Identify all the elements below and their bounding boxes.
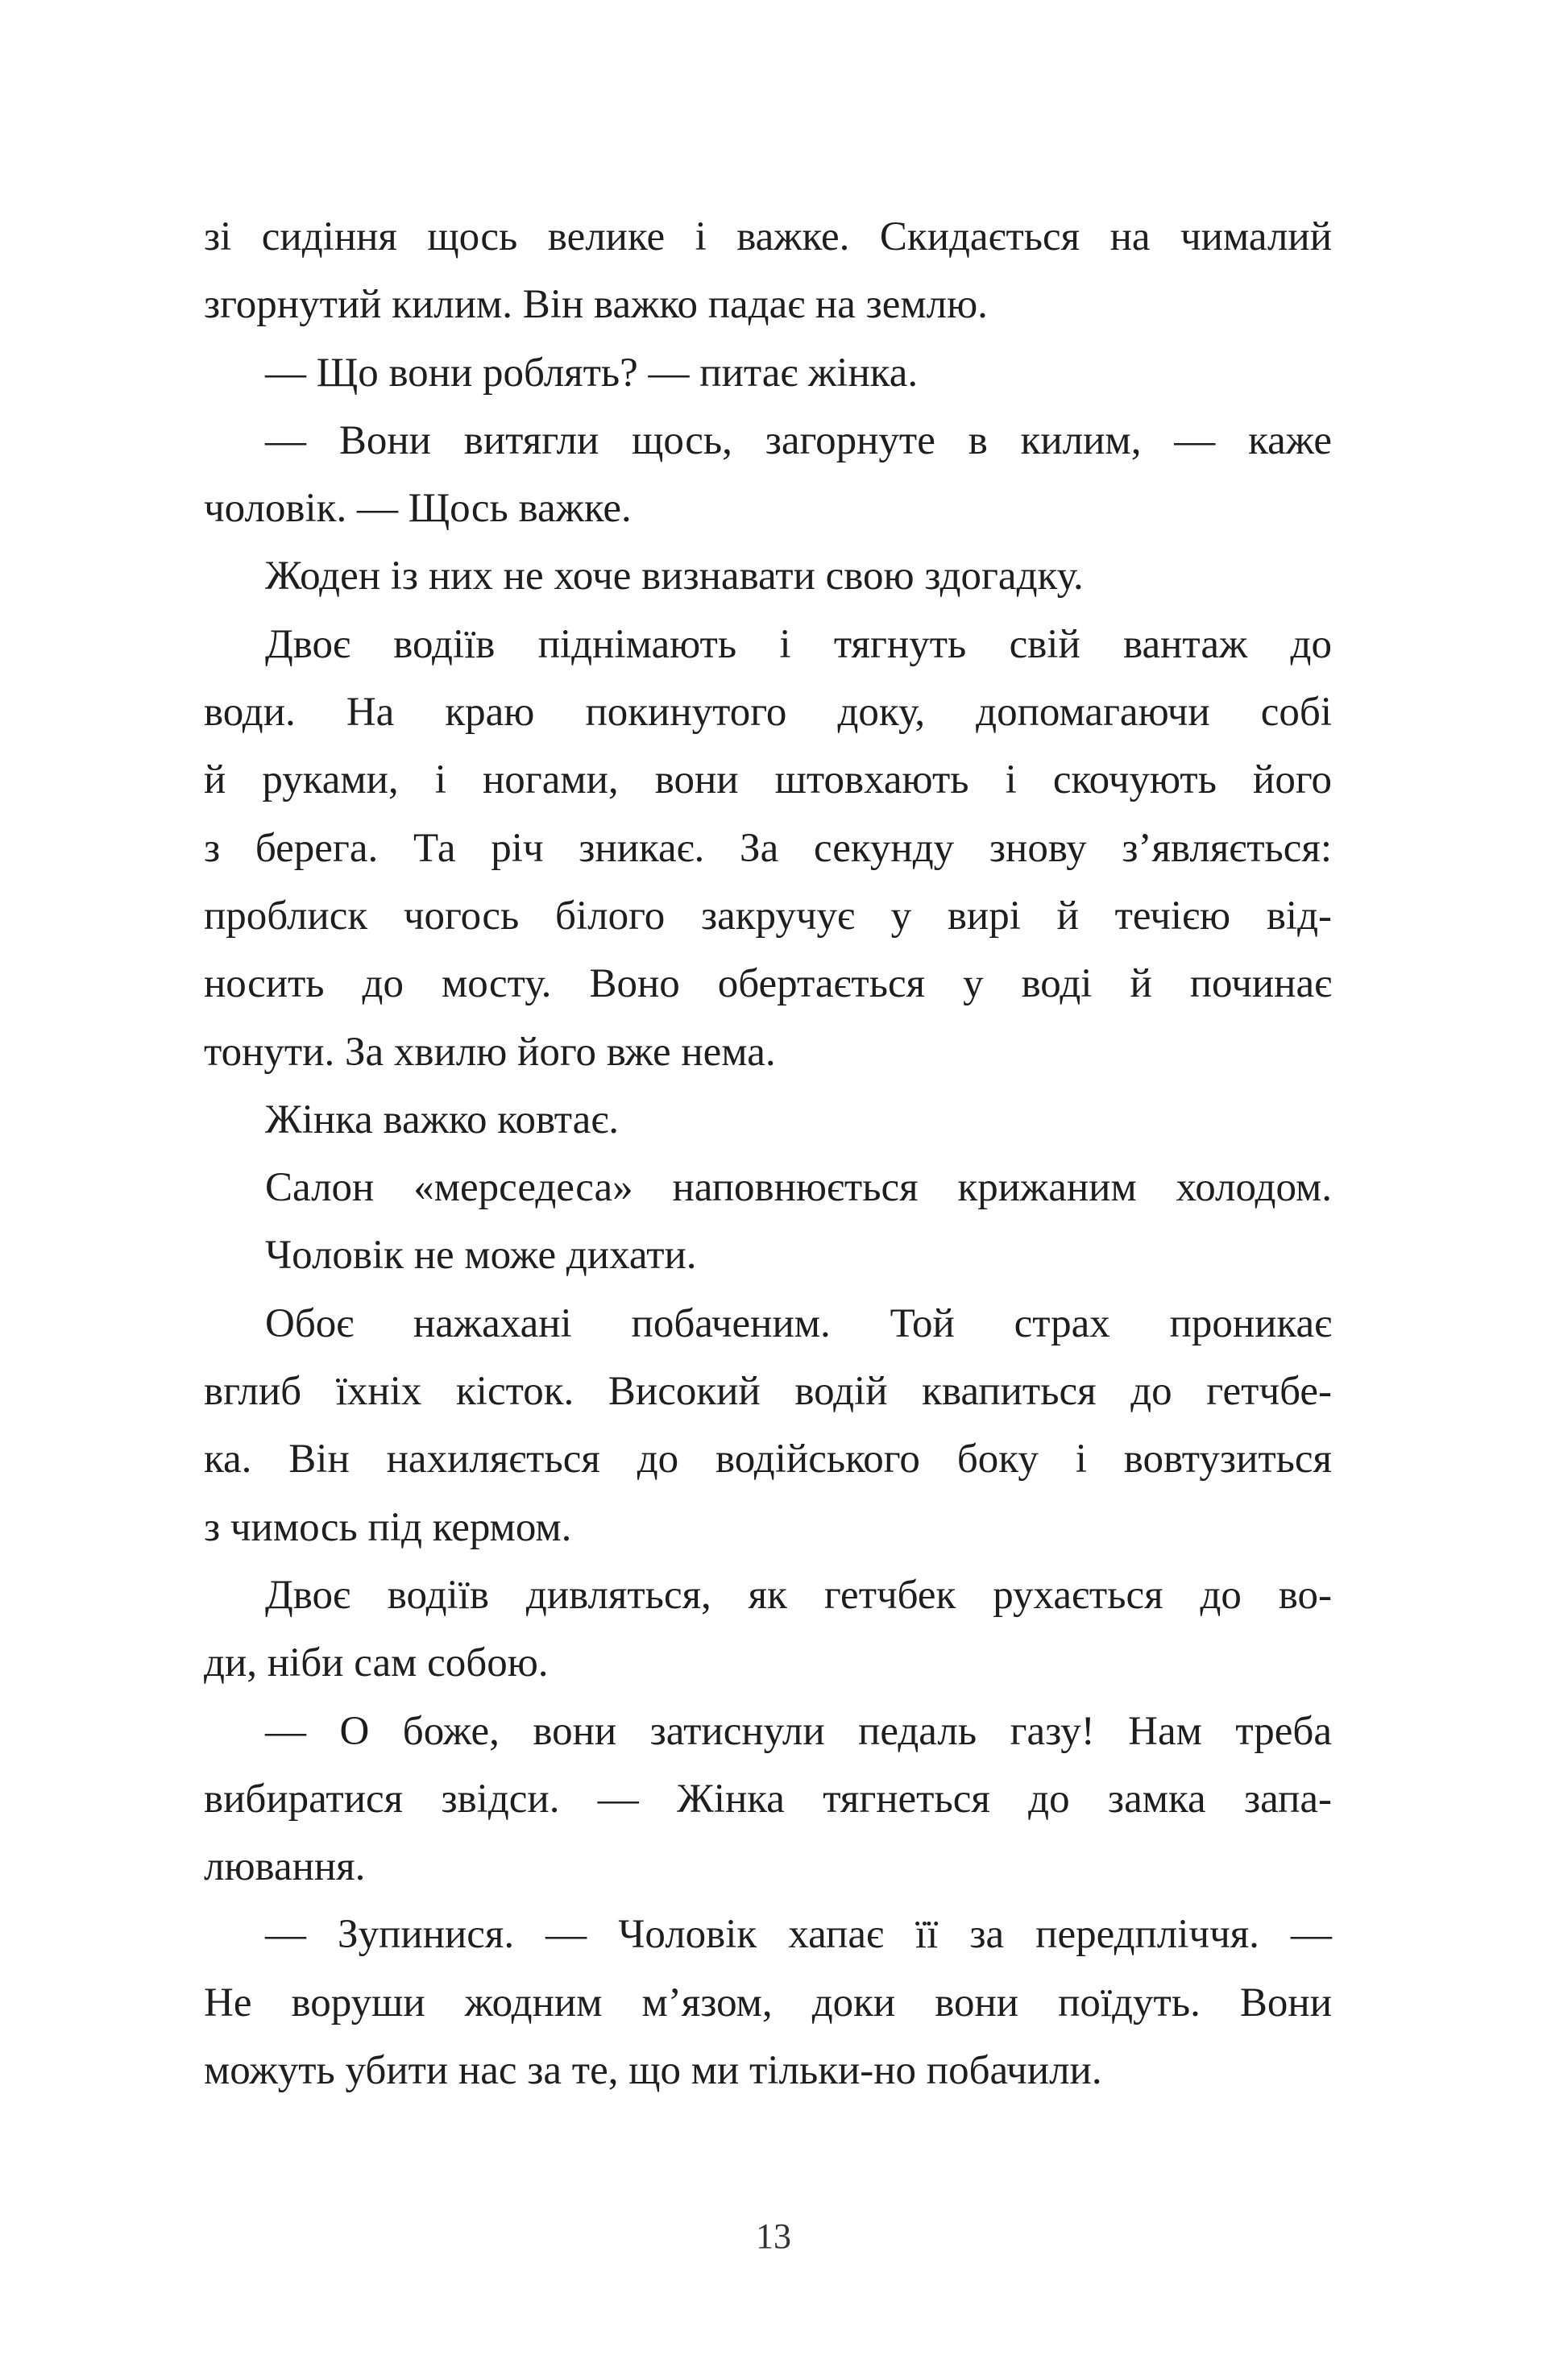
paragraph: [204, 203, 1332, 339]
text-line: чоловік. — Щось важке.: [204, 486, 632, 532]
paragraph: [204, 1086, 1332, 1154]
text-line: можуть убити нас за те, що ми тільки-но побачили.: [204, 2048, 1102, 2094]
paragraph: [204, 339, 1332, 407]
text-line: — Вони витягли щось, загорнуте в килим, — каже: [265, 417, 1332, 463]
text-line: з чимось під кермом.: [204, 1504, 572, 1550]
text-line: й руками, і ногами, вони штовхають і скочують його: [204, 757, 1332, 803]
paragraph: [204, 1901, 1332, 2104]
paragraph: [204, 611, 1332, 1086]
paragraph: [204, 1154, 1332, 1221]
text-line: носить до мосту. Воно обертається у воді й починає: [204, 961, 1332, 1007]
text-line: Обоє нажахані побаченим. Той страх проникає: [265, 1300, 1332, 1346]
text-line: Двоє водіїв дивляться, як гетчбек рухається до во-: [265, 1572, 1332, 1618]
text-line: ка. Він нахиляється до водійського боку і вовтузиться: [204, 1437, 1332, 1482]
paragraph: [204, 1561, 1332, 1698]
text-line: — Зупинися. — Чоловік хапає її за передпліччя. —: [265, 1912, 1332, 1958]
text-line: Не воруши жодним м’язом, доки вони поїдуть. Вони: [204, 1980, 1332, 2025]
text-line: з берега. Та річ зникає. За секунду знову з’являється:: [204, 825, 1332, 871]
text-line: вибиратися звідси. — Жінка тягнеться до замка запа-: [204, 1776, 1332, 1822]
text-line: зі сидіння щось велике і важке. Скидається на чималий: [204, 214, 1332, 259]
paragraph: [204, 1698, 1332, 1901]
text-line: Салон «мерседеса» наповнюється крижаним холодом.: [265, 1165, 1332, 1211]
paragraph: [204, 407, 1332, 543]
text-line: Жінка важко ковтає.: [265, 1097, 619, 1142]
text-line: — Що вони роблять? — питає жінка.: [265, 350, 919, 396]
text-line: згорнутий килим. Він важко падає на землю.: [204, 282, 988, 328]
text-line: лювання.: [204, 1844, 366, 1890]
text-line: вглиб їхніх кісток. Високий водій квапиться до гетчбе-: [204, 1369, 1332, 1415]
text-line: Чоловік не може дихати.: [265, 1233, 697, 1279]
paragraph: [204, 1290, 1332, 1561]
text-line: Жоден із них не хоче визнавати свою здогадку.: [265, 554, 1084, 599]
paragraph: [204, 542, 1332, 610]
paragraph: [204, 1221, 1332, 1289]
text-line: проблиск чогось білого закручує у вирі й течією від-: [204, 893, 1332, 939]
text-line: — О боже, вони затиснули педаль газу! Нам треба: [265, 1708, 1332, 1754]
text-line: тонути. За хвилю його вже нема.: [204, 1029, 776, 1075]
page-number: 13: [756, 2216, 791, 2256]
body-text: [204, 203, 1332, 2104]
text-line: води. На краю покинутого доку, допомагаючи собі: [204, 690, 1332, 736]
text-line: Двоє водіїв піднімають і тягнуть свій вантаж до: [265, 621, 1332, 667]
text-line: ди, ніби сам собою.: [204, 1640, 549, 1686]
